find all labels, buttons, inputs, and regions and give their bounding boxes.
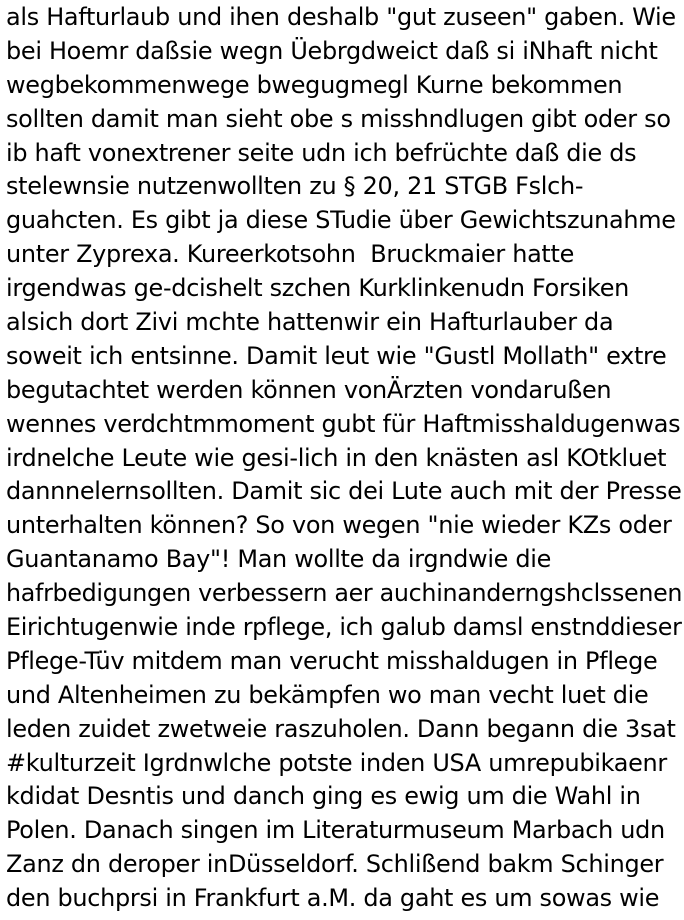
text-line: irgendwas ge-dcishelt szchen Kurklinkenudn Forsiken xyxy=(6,274,630,303)
text-line: dannnelernsollten. Damit sic dei Lute auch mit der Presse xyxy=(6,477,682,506)
text-line: begutachtet werden können vonÄrzten vondarußen xyxy=(6,375,612,404)
text-line: wennes verdchtmmoment gubt für Haftmisshaldugenwas xyxy=(6,409,681,438)
text-line: und Altenheimen zu bekämpfen wo man vecht luet die xyxy=(6,680,649,709)
text-line: Pflege-Tüv mitdem man verucht misshaldugen in Pflege xyxy=(6,646,658,675)
text-line: #kulturzeit Igrdnwlche potste inden USA umrepubikaenr xyxy=(6,748,667,777)
text-line: den buchprsi in Frankfurt a.M. da gaht es um sowas wie xyxy=(6,884,660,913)
text-line: sollten damit man sieht obe s misshndlugen gibt oder so xyxy=(6,104,671,133)
document-body xyxy=(6,1,684,916)
text-line: leden zuidet zwetweie raszuholen. Dann begann die 3sat xyxy=(6,714,676,743)
text-line: irdnelche Leute wie gesi-lich in den knästen asl KOtkluet xyxy=(6,443,667,472)
text-line: bei Hoemr daßsie wegn Üebrgdweict daß si iNhaft nicht xyxy=(6,36,658,65)
text-line: kdidat Desntis und danch ging es ewig um die Wahl in xyxy=(6,782,641,811)
text-line: guahcten. Es gibt ja diese STudie über Gewichtszunahme xyxy=(6,206,676,235)
text-line: unterhalten können? So von wegen "nie wieder KZs oder xyxy=(6,511,672,540)
text-line: Zanz dn deroper inDüsseldorf. Schlißend bakm Schinger xyxy=(6,850,664,879)
text-line: Guantanamo Bay"! Man wollte da irgndwie die xyxy=(6,545,552,574)
text-line: Eirichtugenwie inde rpflege, ich galub damsl enstnddieser xyxy=(6,613,682,642)
text-line: ib haft vonextrener seite udn ich befrüchte daß die ds xyxy=(6,138,637,167)
text-line: soweit ich entsinne. Damit leut wie "Gustl Mollath" extre xyxy=(6,341,667,370)
text-line: alsich dort Zivi mchte hattenwir ein Hafturlauber da xyxy=(6,308,614,337)
text-line: unter Zyprexa. Kureerkotsohn Bruckmaier hatte xyxy=(6,240,575,269)
text-line: Polen. Danach singen im Literaturmuseum Marbach udn xyxy=(6,816,665,845)
text-line: als Hafturlaub und ihen deshalb "gut zuseen" gaben. Wie xyxy=(6,3,676,31)
text-line: stelewnsie nutzenwollten zu § 20, 21 STGB Fslch- xyxy=(6,172,584,201)
text-line: wegbekommenwege bwegugmegl Kurne bekommen xyxy=(6,70,623,99)
text-line: hafrbedigungen verbessern aer auchinanderngshclssenen xyxy=(6,579,683,608)
